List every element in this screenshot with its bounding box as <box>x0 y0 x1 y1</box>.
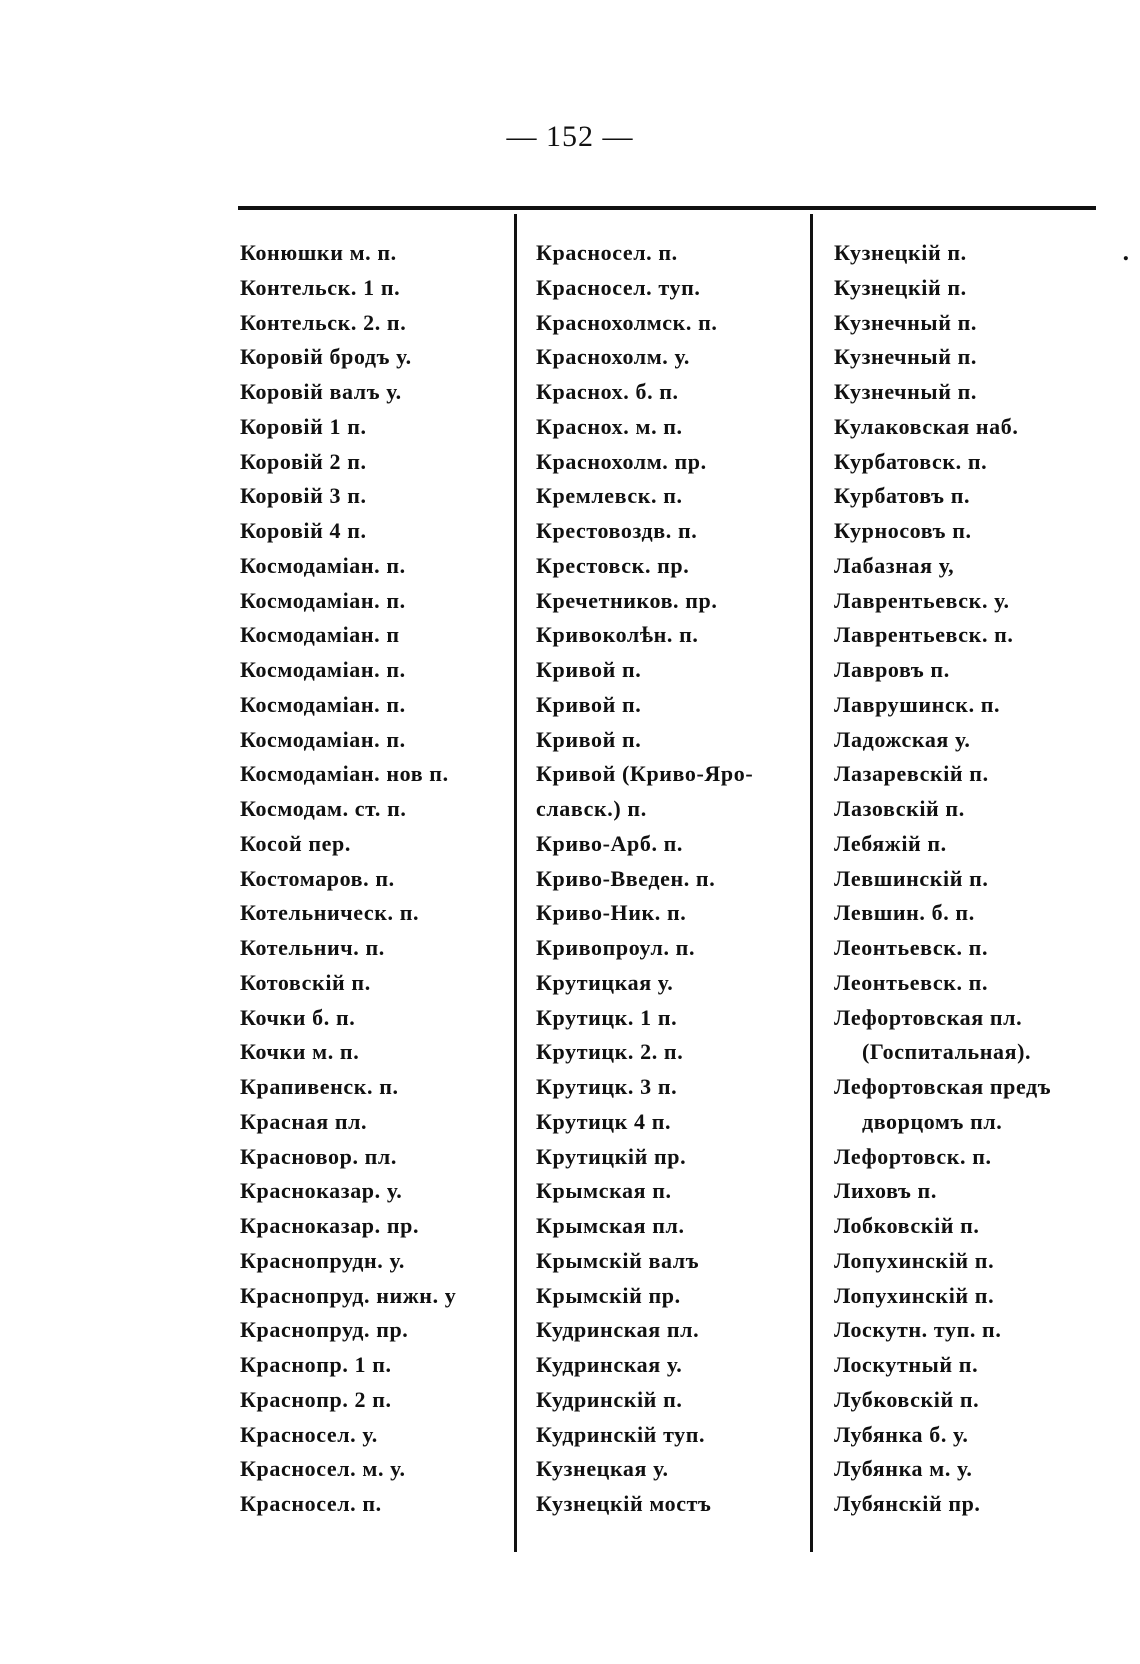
street-entry: Космодаміан. п. <box>240 691 406 717</box>
stray-dot-mark: . <box>1122 240 1130 266</box>
street-entry: Коровій валъ у. <box>240 379 402 404</box>
street-entry: Лопухинскій п. <box>834 1282 995 1308</box>
street-entry: Котельнич. п. <box>240 935 385 960</box>
street-entry: Коровій 4 п. <box>240 518 367 543</box>
street-entry: Лазовскій п. <box>834 796 965 821</box>
street-entry: Лубянка б. у. <box>834 1421 969 1447</box>
street-entry: Контельск. 2. п. <box>240 309 407 335</box>
street-entry: Леонтьевск. п. <box>834 935 989 960</box>
street-entry: Кочки б. п. <box>240 1004 356 1030</box>
street-entry: Лавровъ п. <box>834 657 950 682</box>
street-entry: Кречетников. пр. <box>536 587 718 613</box>
street-entry: Кудринская у. <box>536 1352 683 1377</box>
street-entry: Краснопр. 1 п. <box>240 1352 392 1377</box>
street-entry: Краснопрудн. у. <box>240 1247 405 1273</box>
street-entry: Крымскій пр. <box>536 1282 681 1308</box>
street-entry: Курбатовъ п. <box>834 483 971 509</box>
street-entry: Красносел. п. <box>536 240 678 265</box>
street-entry: Кривой п. <box>536 691 642 717</box>
street-entry: Краснохолм. пр. <box>536 448 707 474</box>
street-entry: Ладожская у. <box>834 726 971 752</box>
street-entry: Коровій бродъ у. <box>240 344 412 370</box>
street-entry: Космодам. ст. п. <box>240 796 407 821</box>
street-entry: Крутицк. 1 п. <box>536 1004 678 1030</box>
street-entry: Красносел. туп. <box>536 274 701 300</box>
street-entry: Кудринская пл. <box>536 1317 700 1343</box>
street-entry: Лазаревскій п. <box>834 761 989 787</box>
street-entry: Лефортовская предъ <box>834 1074 1052 1099</box>
street-entry: Кузнечный п. <box>834 309 977 335</box>
street-entry: Крутицк 4 п. <box>536 1108 672 1134</box>
street-entry: Кривой п. <box>536 657 642 682</box>
street-entry: Крымская пл. <box>536 1213 685 1238</box>
street-entry: Красносел. п. <box>240 1491 382 1516</box>
street-entry: Красносел. у. <box>240 1421 378 1447</box>
street-entry: Лубянка м. у. <box>834 1456 973 1482</box>
street-entry: Контельск. 1 п. <box>240 274 401 300</box>
street-entry: Лефортовская пл. <box>834 1004 1023 1030</box>
street-entry: Краснопруд. нижн. у <box>240 1282 457 1308</box>
street-entry: Кузнецкій мостъ <box>536 1491 712 1516</box>
street-entry: Космодаміан. п. <box>240 552 406 578</box>
street-entry: Криво-Ник. п. <box>536 900 687 926</box>
street-entry: Лаврушинск. п. <box>834 691 1001 717</box>
street-index-column-2 <box>536 236 806 1522</box>
street-entry: дворцомъ пл. <box>862 1108 1003 1134</box>
street-entry: Лефортовск. п. <box>834 1143 992 1169</box>
street-entry: Котельническ. п. <box>240 900 420 926</box>
street-entry: Лоскутн. туп. п. <box>834 1317 1002 1343</box>
street-entry: Лоскутный п. <box>834 1352 979 1377</box>
street-entry: Коровій 3 п. <box>240 483 367 509</box>
street-entry: Кузнечный п. <box>834 379 977 404</box>
street-entry: Краснопруд. пр. <box>240 1317 409 1343</box>
street-entry: Лабазная у, <box>834 552 955 578</box>
street-index-column-1 <box>240 236 510 1522</box>
street-entry: Костомаров. п. <box>240 865 395 891</box>
street-entry: Красная пл. <box>240 1108 368 1134</box>
street-entry: Космодаміан. п. <box>240 657 406 682</box>
street-entry: Кудринскій п. <box>536 1386 683 1412</box>
street-entry: Кулаковская наб. <box>834 413 1019 439</box>
street-entry: Крестовск. пр. <box>536 552 690 578</box>
street-entry: Краснох. м. п. <box>536 413 683 439</box>
street-entry: Крутицкая у. <box>536 969 674 995</box>
street-entry: Кузнецкій п. <box>834 240 967 265</box>
page-number: — 152 — <box>506 120 634 153</box>
street-entry: Краснопр. 2 п. <box>240 1386 392 1412</box>
street-entry: Красноказар. пр. <box>240 1213 420 1238</box>
street-entry: Крутицкій пр. <box>536 1143 687 1169</box>
column-divider-2 <box>810 214 813 1552</box>
street-entry: Крестовоздв. п. <box>536 518 698 543</box>
street-entry: Левшинскій п. <box>834 865 989 891</box>
street-entry: Лаврентьевск. п. <box>834 622 1014 648</box>
street-entry: Красносел. м. у. <box>240 1456 406 1482</box>
street-entry: Космодаміан. п. <box>240 587 406 613</box>
street-entry: Криво-Введен. п. <box>536 865 716 891</box>
street-entry: Крапивенск. п. <box>240 1074 399 1099</box>
street-entry: Левшин. б. п. <box>834 900 975 926</box>
street-entry: Краснохолмск. п. <box>536 309 718 335</box>
street-index-column-3 <box>834 236 1114 1522</box>
street-entry: Крутицк. 3 п. <box>536 1074 678 1099</box>
street-entry: Леонтьевск. п. <box>834 969 989 995</box>
street-entry: Коровій 2 п. <box>240 448 367 474</box>
street-entry: Курносовъ п. <box>834 518 972 543</box>
street-entry: Кривой (Криво-Яро- <box>536 761 754 787</box>
street-entry: Лубковскій п. <box>834 1386 980 1412</box>
street-entry: Кузнецкая у. <box>536 1456 669 1482</box>
street-entry: Лебяжій п. <box>834 830 947 856</box>
street-entry: Красновор. пл. <box>240 1143 397 1169</box>
street-entry: Лобковскій п. <box>834 1213 980 1238</box>
street-entry: Кузнечный п. <box>834 344 977 370</box>
street-entry: Косой пер. <box>240 830 351 856</box>
street-entry: Кремлевск. п. <box>536 483 683 509</box>
street-entry: Космодаміан. нов п. <box>240 761 449 787</box>
street-entry: Крымская п. <box>536 1178 672 1204</box>
street-entry: Краснох. б. п. <box>536 379 679 404</box>
street-entry: Кривопроул. п. <box>536 935 696 960</box>
street-entry: Краснохолм. у. <box>536 344 690 370</box>
street-entry: Кривой п. <box>536 726 642 752</box>
street-entry: Лопухинскій п. <box>834 1247 995 1273</box>
street-entry: Курбатовск. п. <box>834 448 988 474</box>
street-entry: (Госпитальная). <box>862 1039 1032 1065</box>
street-entry: Конюшки м. п. <box>240 240 397 265</box>
street-entry: Крымскій валъ <box>536 1247 700 1273</box>
street-entry: Кудринскій туп. <box>536 1421 706 1447</box>
top-rule <box>238 206 1096 210</box>
street-entry: Кузнецкій п. <box>834 274 967 300</box>
street-entry: Красноказар. у. <box>240 1178 403 1204</box>
street-entry: славск.) п. <box>536 796 647 821</box>
street-entry: Лаврентьевск. у. <box>834 587 1010 613</box>
street-entry: Котовскій п. <box>240 969 371 995</box>
street-entry: Космодаміан. п <box>240 622 400 648</box>
column-divider-1 <box>514 214 517 1552</box>
street-entry: Кривоколѣн. п. <box>536 622 699 648</box>
street-entry: Лиховъ п. <box>834 1178 937 1204</box>
street-entry: Криво-Арб. п. <box>536 830 684 856</box>
street-entry: Лубянскій пр. <box>834 1491 981 1516</box>
street-entry: Космодаміан. п. <box>240 726 406 752</box>
street-entry: Кочки м. п. <box>240 1039 360 1065</box>
street-entry: Крутицк. 2. п. <box>536 1039 684 1065</box>
street-entry: Коровій 1 п. <box>240 413 367 439</box>
